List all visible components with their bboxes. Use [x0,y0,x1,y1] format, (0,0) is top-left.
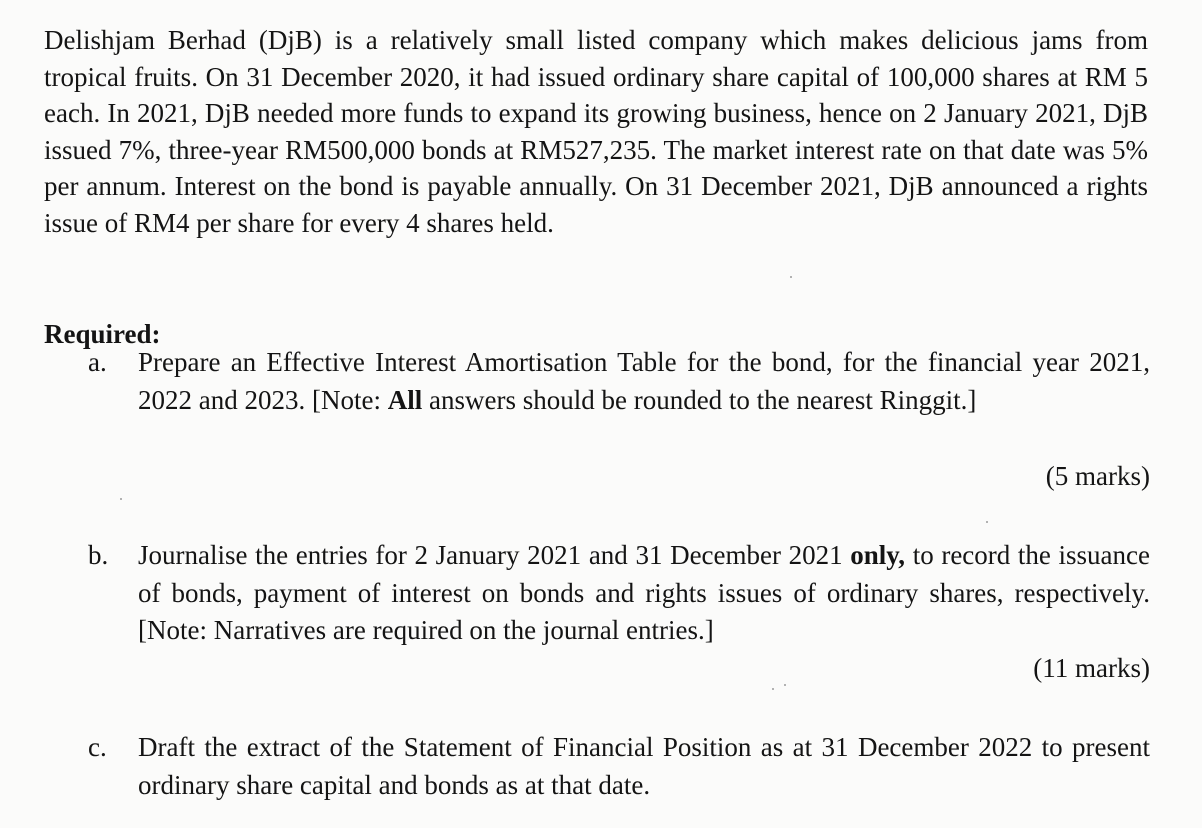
marks-label: (11 marks) [1033,653,1150,683]
required-item-a [88,344,1150,419]
scan-speck [784,684,786,686]
required-heading: Required: [44,319,161,349]
scan-speck [772,688,774,690]
item-text: Draft the extract of the Statement of Financial Position as at 31 December 2022 to present ordinary share capital and bonds as at that date. [138,732,1150,800]
item-letter: c. [88,732,107,762]
marks-label: (5 marks) [1045,461,1150,491]
item-text-part: Prepare an Effective Interest Amortisation Table for the bond, for the financial year 2021, 2022 and 2023. [Note: [138,347,1150,415]
item-text-part: to record the issuance of bonds, payment of interest on bonds and rights issues of ordinary shares, respectively. [Note: Narratives are required on the journal entries.] [138,540,1151,645]
required-item-c [88,729,1150,804]
item-text-part: answers should be rounded to the nearest Ringgit.] [422,384,977,415]
item-text [138,537,1150,650]
scan-speck [986,521,988,523]
item-letter: a. [88,347,107,377]
item-text-bold: All [387,384,423,415]
item-letter: b. [88,540,109,570]
scan-speck [790,276,792,278]
item-text-part: Journalise the entries for 2 January 2021 and 31 December 2021 [138,540,851,570]
required-item-b [88,537,1150,650]
scan-speck [120,498,122,500]
item-text-bold: only, [850,540,906,570]
item-text [138,344,1150,419]
intro-paragraph: Delishjam Berhad (DjB) is a relatively small listed company which makes delicious jams from tropical fruits. On 31 December 2020, it had issued ordinary share capital of 100,000 shares at RM 5 each. In 2021, DjB needed more funds to expand its growing business, hence on 2 January 2021, DjB issued 7%, three-year RM500,000 bonds at RM527,235. The market interest rate on that date was 5% per annum. Interest on the bond is payable annually. On 31 December 2021, DjB announced a rights issue of RM4 per share for every 4 shares held. [44,25,1148,238]
